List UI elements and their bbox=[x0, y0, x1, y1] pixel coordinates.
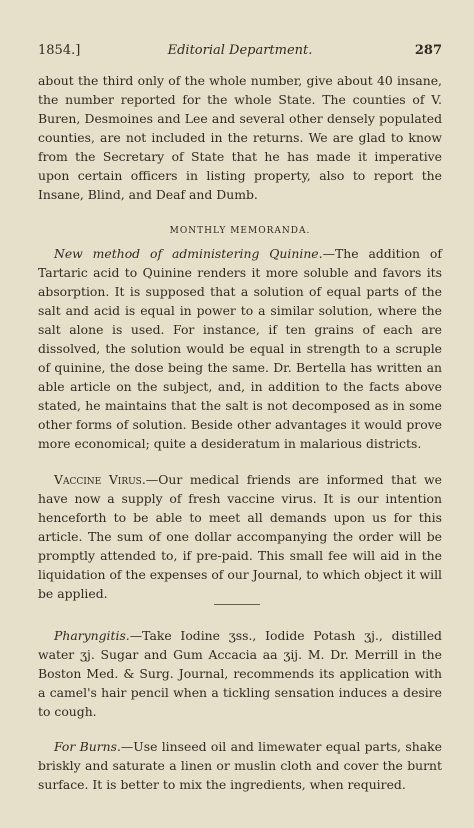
burns-text: —Use linseed oil and limewater equal parts, shake briskly and saturate a linen or muslin cloth and cover the burnt surface. It is better to mix the ingredients, when required. bbox=[38, 739, 442, 792]
vaccine-text: —Our medical friends are informed that we have now a supply of fresh vaccine virus. It is our intention henceforth to be able to meet all demands upon us for this article. The sum of one dollar accompanying the order will be promptly attended to, if pre-paid. This small fee will aid in the liquidation of the expenses of our Journal, to which object it will be applied. bbox=[38, 472, 442, 601]
quinine-text: —The addition of Tartaric acid to Quinine renders it more soluble and favors its absorption. It is supposed that a solution of equal parts of the salt and acid is equal in power to a similar solution, where the salt alone is used. For instance, if ten grains of each are dissolved, the solution would be equal in strength to a scruple of quinine, the dose being the same. Dr. Bertella has written an able article on the subject, and, in addition to the facts above stated, he maintains that the salt is not decomposed as in some other forms of solution. Beside other advantages it would prove more economical; quite a desideratum in malarious districts. bbox=[38, 246, 442, 451]
pharyngitis-lead: Pharyngitis. bbox=[54, 628, 130, 643]
header-title: Editorial Department. bbox=[167, 43, 313, 58]
section-heading: MONTHLY MEMORANDA. bbox=[169, 226, 311, 236]
vaccine-lead: Vaccine Virus. bbox=[54, 472, 146, 487]
pharyngitis-paragraph bbox=[38, 626, 442, 721]
burns-paragraph bbox=[38, 737, 442, 794]
divider-rule bbox=[214, 604, 260, 605]
quinine-paragraph bbox=[38, 244, 442, 453]
intro-paragraph bbox=[38, 71, 442, 204]
intro-text: about the third only of the whole number, give about 40 insane, the number reported for the whole State. The counties of V. Buren, Desmoines and Lee and several other densely populated counties, are not included in the returns. We are glad to know from the Secretary of State that he has made it imperative upon certain officers in listing property, also to report the Insane, Blind, and Deaf and Dumb. bbox=[38, 73, 442, 202]
page-number: 287 bbox=[414, 43, 442, 58]
quinine-lead: New method of administering Quinine. bbox=[54, 246, 323, 261]
vaccine-paragraph bbox=[38, 470, 442, 603]
burns-lead: For Burns. bbox=[54, 739, 121, 754]
running-header bbox=[38, 43, 442, 63]
pharyngitis-text: —Take Iodine ʒss., Iodide Potash ʒj., distilled water ʒj. Sugar and Gum Accacia aa ʒij. M. Dr. Merrill in the Boston Med. & Surg. Journal, recommends its application with a camel's hair pencil when a tickling sensation induces a desire to cough. bbox=[38, 628, 442, 719]
header-date: 1854.] bbox=[38, 43, 81, 58]
